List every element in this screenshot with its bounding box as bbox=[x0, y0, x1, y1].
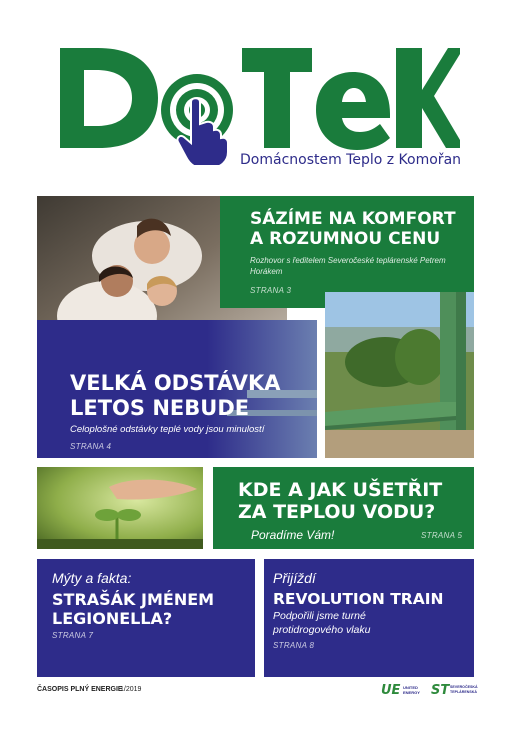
usetrit-page: STRANA 5 bbox=[421, 531, 463, 540]
train-title: REVOLUTION TRAIN bbox=[273, 590, 444, 608]
article-train[interactable] bbox=[264, 559, 474, 677]
odstavka-page: STRANA 4 bbox=[70, 442, 112, 451]
myty-kicker: Mýty a fakta: bbox=[52, 570, 132, 586]
usetrit-title-line2: ZA TEPLOU VODU? bbox=[238, 501, 436, 523]
severoceska-teplarenska-logo: ST SEVEROČESKÁ TEPLÁRENSKÁ bbox=[431, 683, 478, 698]
footer bbox=[37, 683, 478, 704]
komfort-title-line2: A ROZUMNOU CENU bbox=[250, 229, 441, 249]
myty-title-line2: LEGIONELLA? bbox=[52, 609, 173, 628]
seedling-photo bbox=[37, 467, 203, 549]
logo-letter-t bbox=[242, 48, 312, 148]
myty-title-line1: STRAŠÁK JMÉNEM bbox=[52, 590, 215, 609]
komfort-subtitle: Rozhovor s ředitelem Severočeské teplárenské Petrem Horákem bbox=[250, 256, 446, 276]
train-subtitle-line1: Podpořili jsme turné bbox=[273, 610, 366, 622]
komfort-title-line1: SÁZÍME NA KOMFORT bbox=[250, 209, 456, 229]
pipeline-photo bbox=[325, 292, 474, 458]
masthead-tagline: Domácnostem Teplo z Komořan bbox=[240, 152, 462, 168]
komfort-page: STRANA 3 bbox=[250, 286, 292, 295]
odstavka-title-line2: LETOS NEBUDE bbox=[70, 396, 250, 420]
footer-issue: 1/2019 bbox=[120, 686, 142, 693]
logo bbox=[50, 40, 460, 165]
logo-letter-e bbox=[316, 72, 390, 150]
footer-magazine: ČASOPIS PLNÝ ENERGIE bbox=[37, 686, 123, 693]
touch-icon bbox=[161, 74, 233, 165]
train-subtitle-line2: protidrogového vlaku bbox=[273, 624, 371, 636]
article-odstavka[interactable] bbox=[37, 320, 317, 458]
article-myty[interactable] bbox=[37, 559, 255, 677]
article-usetrit[interactable] bbox=[213, 467, 474, 549]
masthead bbox=[0, 0, 510, 185]
odstavka-subtitle: Celoplošné odstávky teplé vody jsou minulostí bbox=[70, 424, 265, 435]
train-kicker: Přijíždí bbox=[273, 570, 316, 586]
united-energy-logo: UE UNITED ENERGY bbox=[381, 683, 420, 698]
odstavka-title-line1: VELKÁ ODSTÁVKA bbox=[70, 371, 281, 395]
myty-page: STRANA 7 bbox=[52, 631, 94, 640]
usetrit-subtitle: Poradíme Vám! bbox=[251, 528, 335, 542]
logo-letter-k bbox=[396, 48, 460, 148]
usetrit-title-line1: KDE A JAK UŠETŘIT bbox=[238, 479, 443, 501]
train-page: STRANA 8 bbox=[273, 641, 315, 650]
logo-letter-d bbox=[60, 48, 158, 148]
